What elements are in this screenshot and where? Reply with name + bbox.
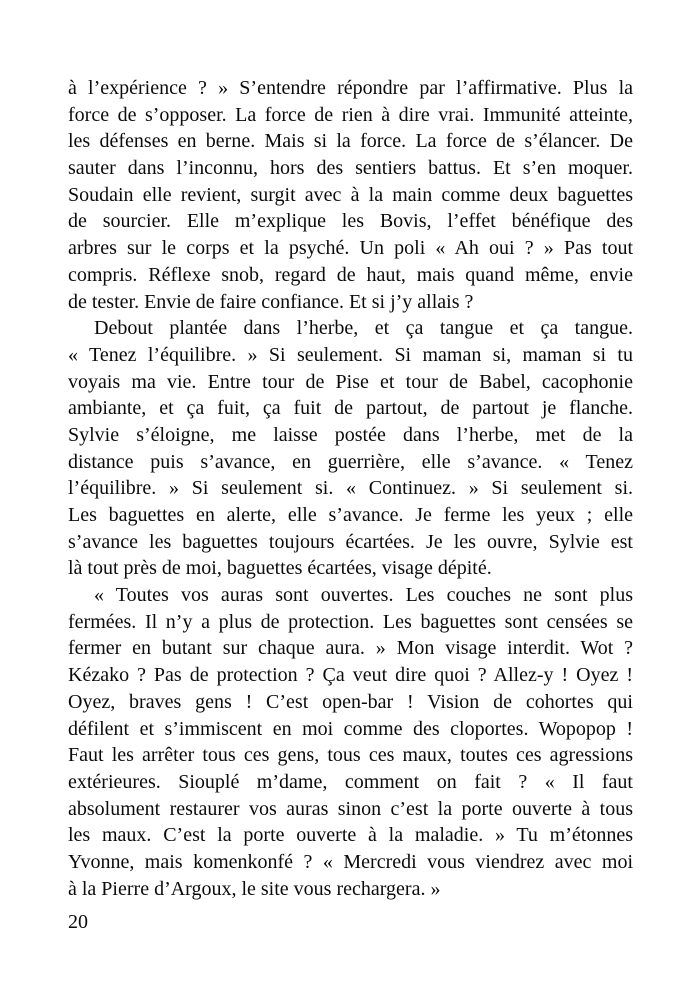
text-line: extérieures. Siouplé m’dame, comment on fait ? « Il faut xyxy=(68,770,633,793)
text-line: arbres sur le corps et la psyché. Un poli « Ah oui ? » Pas tout xyxy=(68,237,633,260)
text-line: compris. Réflexe snob, regard de haut, mais quand même, envie xyxy=(68,263,633,286)
text-line: absolument restaurer vos auras sinon c’est la porte ouverte à tous xyxy=(68,797,633,820)
text-line: à la Pierre d’Argoux, le site vous rechargera. » xyxy=(68,877,441,900)
text-line: les maux. C’est la porte ouverte à la maladie. » Tu m’étonnes xyxy=(68,824,633,847)
text-line: distance puis s’avance, en guerrière, elle s’avance. « Tenez xyxy=(68,450,633,473)
text-line: force de s’opposer. La force de rien à dire vrai. Immunité atteinte, xyxy=(68,103,633,126)
text-line: « Tenez l’équilibre. » Si seulement. Si maman si, maman si tu xyxy=(68,343,633,366)
text-line: « Toutes vos auras sont ouvertes. Les couches ne sont plus xyxy=(94,584,633,607)
text-line: les défenses en berne. Mais si la force. La force de s’élancer. De xyxy=(68,130,633,153)
text-line: de sourcier. Elle m’explique les Bovis, l’effet bénéfique des xyxy=(68,210,633,233)
text-line: Soudain elle revient, surgit avec à la main comme deux baguettes xyxy=(68,183,633,206)
page-number: 20 xyxy=(68,911,88,933)
text-line: l’équilibre. » Si seulement si. « Continuez. » Si seulement si. xyxy=(68,477,633,500)
text-line: à l’expérience ? » S’entendre répondre par l’affirmative. Plus la xyxy=(68,77,633,99)
text-line: ambiante, et ça fuit, ça fuit de partout, de partout je flanche. xyxy=(68,397,633,420)
text-line: s’avance les baguettes toujours écartées. Je les ouvre, Sylvie est xyxy=(68,530,633,553)
text-line: Sylvie s’éloigne, me laisse postée dans l’herbe, met de la xyxy=(68,423,633,446)
text-line: de tester. Envie de faire confiance. Et si j’y allais ? xyxy=(68,290,474,313)
text-line: Oyez, braves gens ! C’est open-bar ! Vision de cohortes qui xyxy=(68,690,633,713)
text-line: Faut les arrêter tous ces gens, tous ces maux, toutes ces agressions xyxy=(68,744,633,767)
text-line: fermer en butant sur chaque aura. » Mon visage interdit. Wot ? xyxy=(68,637,633,660)
text-line: Debout plantée dans l’herbe, et ça tangue et ça tangue. xyxy=(94,317,633,340)
text-line: défilent et s’immiscent en moi comme des cloportes. Wopopop ! xyxy=(68,717,633,740)
text-line: Les baguettes en alerte, elle s’avance. Je ferme les yeux ; elle xyxy=(68,504,633,526)
text-line: fermées. Il n’y a plus de protection. Les baguettes sont censées se xyxy=(68,610,633,633)
text-line: là tout près de moi, baguettes écartées, visage dépité. xyxy=(68,557,492,580)
text-line: sauter dans l’inconnu, hors des sentiers battus. Et s’en moquer. xyxy=(68,157,633,180)
text-line: Yvonne, mais komenkonfé ? « Mercredi vous viendrez avec moi xyxy=(68,850,633,873)
text-line: Kézako ? Pas de protection ? Ça veut dire quoi ? Allez-y ! Oyez ! xyxy=(68,664,633,687)
text-line: voyais ma vie. Entre tour de Pise et tour de Babel, cacophonie xyxy=(68,370,633,393)
page-text xyxy=(68,75,633,902)
